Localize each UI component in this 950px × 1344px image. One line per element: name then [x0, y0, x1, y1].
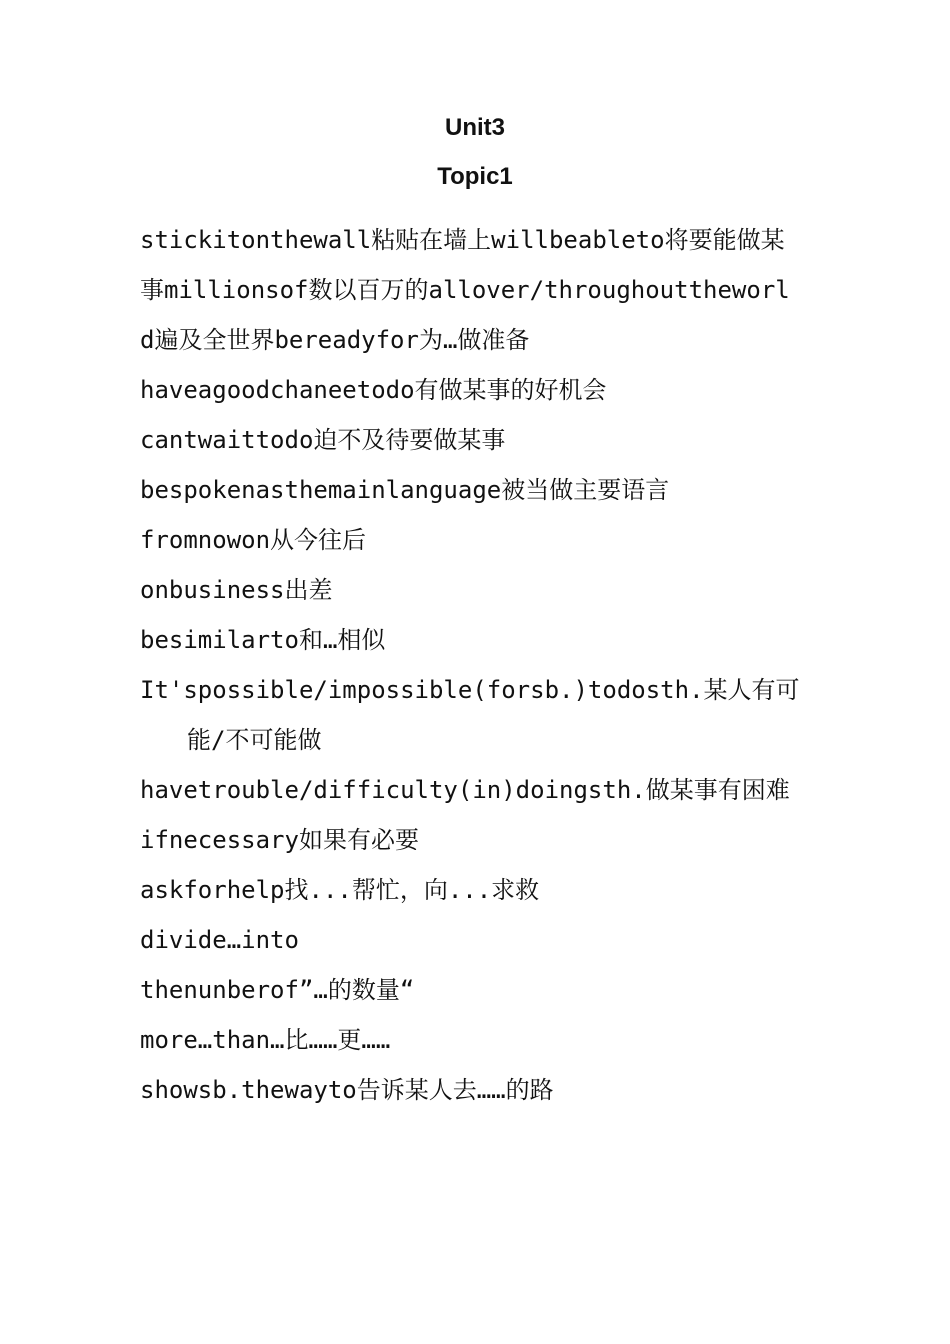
vocab-entry: besimilarto和…相似 — [140, 626, 386, 654]
vocab-entry: ifnecessary如果有必要 — [140, 826, 419, 854]
vocab-entry: It'spossible/impossible(forsb.)todosth.某人有可能/不可能做 — [140, 676, 800, 754]
vocab-entry: fromnowon从今往后 — [140, 526, 367, 554]
unit-heading: Unit3 — [445, 114, 505, 141]
vocabulary-list — [140, 215, 800, 1115]
vocab-entry: showsb.thewayto告诉某人去……的路 — [140, 1076, 554, 1104]
vocab-entry: askforhelp找...帮忙，向...求救 — [140, 876, 540, 904]
vocab-entry: cantwaittodo迫不及待要做某事 — [140, 426, 506, 454]
vocab-entry: bespokenasthemainlanguage被当做主要语言 — [140, 476, 670, 504]
vocab-paragraph: stickitonthewall粘贴在墙上willbeableto将要能做某事millionsof数以百万的allover/throughouttheworld遍及全世界bereadyfor为…做准备 — [140, 226, 790, 354]
topic-heading: Topic1 — [437, 163, 513, 190]
vocab-entry: haveagoodchaneetodo有做某事的好机会 — [140, 376, 607, 404]
vocab-entry: thenunberof”…的数量“ — [140, 976, 415, 1004]
vocab-entry: onbusiness出差 — [140, 576, 333, 604]
vocab-entry: more…than…比……更…… — [140, 1026, 391, 1054]
vocab-entry: divide…into — [140, 926, 299, 954]
vocab-entry: havetrouble/difficulty(in)doingsth.做某事有困难 — [140, 776, 790, 804]
